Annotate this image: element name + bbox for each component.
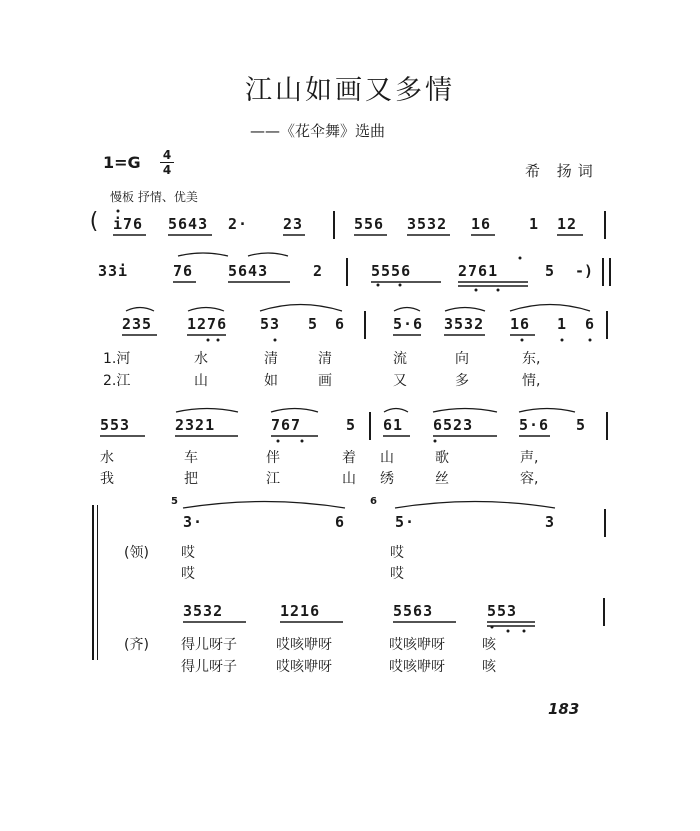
lyric: 伴 xyxy=(266,450,280,466)
lyric: 哎 xyxy=(390,566,404,582)
lyric: 哎 xyxy=(181,566,195,582)
note-group: 3532 xyxy=(183,602,224,620)
note-group: 61 xyxy=(383,416,404,434)
note-group: 3· xyxy=(183,513,204,531)
tempo-marking: 慢板 抒情、优美 xyxy=(110,190,198,204)
lyric: 哎 xyxy=(390,545,404,561)
note-group: 5643 xyxy=(228,262,269,280)
lyric: 山 xyxy=(342,471,356,487)
intro-open-paren: ( xyxy=(87,209,101,234)
lyric: 山 xyxy=(380,450,394,466)
lyric: 绣 xyxy=(380,471,394,487)
note-group: 556 xyxy=(354,215,385,233)
note-group: 5·6 xyxy=(393,315,424,333)
lyric: 得儿呀子 xyxy=(181,637,237,653)
lyric: 江 xyxy=(266,471,280,487)
lyric: 歌 xyxy=(435,450,449,466)
note-group: 6523 xyxy=(433,416,474,434)
note-group: 5 xyxy=(576,416,587,434)
lyric: 哎咳咿呀 xyxy=(276,637,332,653)
note-group: 767 xyxy=(271,416,302,434)
note-group: 5·6 xyxy=(519,416,550,434)
note-group: 3532 xyxy=(444,315,485,333)
note-group: 23 xyxy=(283,215,304,233)
lyric: 我 xyxy=(100,471,114,487)
lyric: 又 xyxy=(393,373,407,389)
key-signature: 1=G xyxy=(103,153,141,172)
grace-note: 6 xyxy=(370,496,377,507)
note-group: 5643 xyxy=(168,215,209,233)
lyric: 咳 xyxy=(482,637,496,653)
lyric: 1.河 xyxy=(103,351,131,367)
note-group: 1216 xyxy=(280,602,321,620)
lyric: 咳 xyxy=(482,659,496,675)
lyric: 把 xyxy=(184,471,198,487)
lyric: 声, xyxy=(520,450,539,466)
lyric: 情, xyxy=(522,373,541,389)
lyric: 得儿呀子 xyxy=(181,659,237,675)
note-group: i76 xyxy=(113,215,144,233)
note-group: 235 xyxy=(122,315,153,333)
note-group: 3 xyxy=(545,513,556,531)
note-group: 53 xyxy=(260,315,281,333)
note-group: 5556 xyxy=(371,262,412,280)
page-number: 183 xyxy=(548,700,580,718)
time-signature-bottom: 4 xyxy=(162,163,172,177)
lyric: 画 xyxy=(318,373,332,389)
song-title: 江山如画又多情 xyxy=(245,75,455,106)
slur-arcs xyxy=(126,253,590,508)
note-group: 16 xyxy=(471,215,492,233)
lyric: 向 xyxy=(455,351,469,367)
note-group: 5· xyxy=(395,513,416,531)
lyric: 山 xyxy=(194,373,208,389)
note-group: 16 xyxy=(510,315,531,333)
chorus-label: (齐) xyxy=(124,637,149,653)
note-group: 553 xyxy=(487,602,518,620)
note-group: 1276 xyxy=(187,315,228,333)
grace-note: 5 xyxy=(171,496,178,507)
lyric: 着 xyxy=(342,450,356,466)
lyric: 水 xyxy=(194,351,208,367)
note-group: 5 xyxy=(308,315,319,333)
lyric: 如 xyxy=(264,373,278,389)
note-group: 33i xyxy=(98,262,129,280)
note-group: 2 xyxy=(313,262,324,280)
lyric: 多 xyxy=(455,373,469,389)
octave-dots xyxy=(117,210,592,633)
lyric: 容, xyxy=(520,471,539,487)
note-group: 6 xyxy=(585,315,596,333)
lead-label: (领) xyxy=(124,545,149,561)
lyric: 流 xyxy=(393,351,407,367)
note-group: 1 xyxy=(557,315,568,333)
note-group: 1 xyxy=(529,215,540,233)
song-subtitle: ——《花伞舞》选曲 xyxy=(250,122,386,140)
note-group: 6 xyxy=(335,315,346,333)
note-group: 12 xyxy=(557,215,578,233)
note-group: 5563 xyxy=(393,602,434,620)
lyric: 水 xyxy=(100,450,114,466)
lyric: 哎咳咿呀 xyxy=(389,659,445,675)
lyric: 清 xyxy=(318,351,332,367)
beam-lines xyxy=(100,235,583,626)
lyric: 丝 xyxy=(435,471,449,487)
note-group: 2· xyxy=(228,215,249,233)
time-signature-top: 4 xyxy=(162,148,172,162)
lyric: 哎咳咿呀 xyxy=(276,659,332,675)
lyric: 东, xyxy=(522,351,541,367)
note-group: 76 xyxy=(173,262,194,280)
lyric: 哎咳咿呀 xyxy=(389,637,445,653)
lyric: 2.江 xyxy=(103,373,131,389)
note-group: 553 xyxy=(100,416,131,434)
note-group: 5 xyxy=(346,416,357,434)
note-group: 2321 xyxy=(175,416,216,434)
lyric: 哎 xyxy=(181,545,195,561)
lyric: 清 xyxy=(264,351,278,367)
note-group: 5 xyxy=(545,262,556,280)
note-group: 2761 xyxy=(458,262,499,280)
lyricist-credit: 希 扬词 xyxy=(525,162,599,180)
lyric: 车 xyxy=(184,450,198,466)
intro-close-paren: -) xyxy=(575,262,594,280)
note-group: 6 xyxy=(335,513,346,531)
note-group: 3532 xyxy=(407,215,448,233)
